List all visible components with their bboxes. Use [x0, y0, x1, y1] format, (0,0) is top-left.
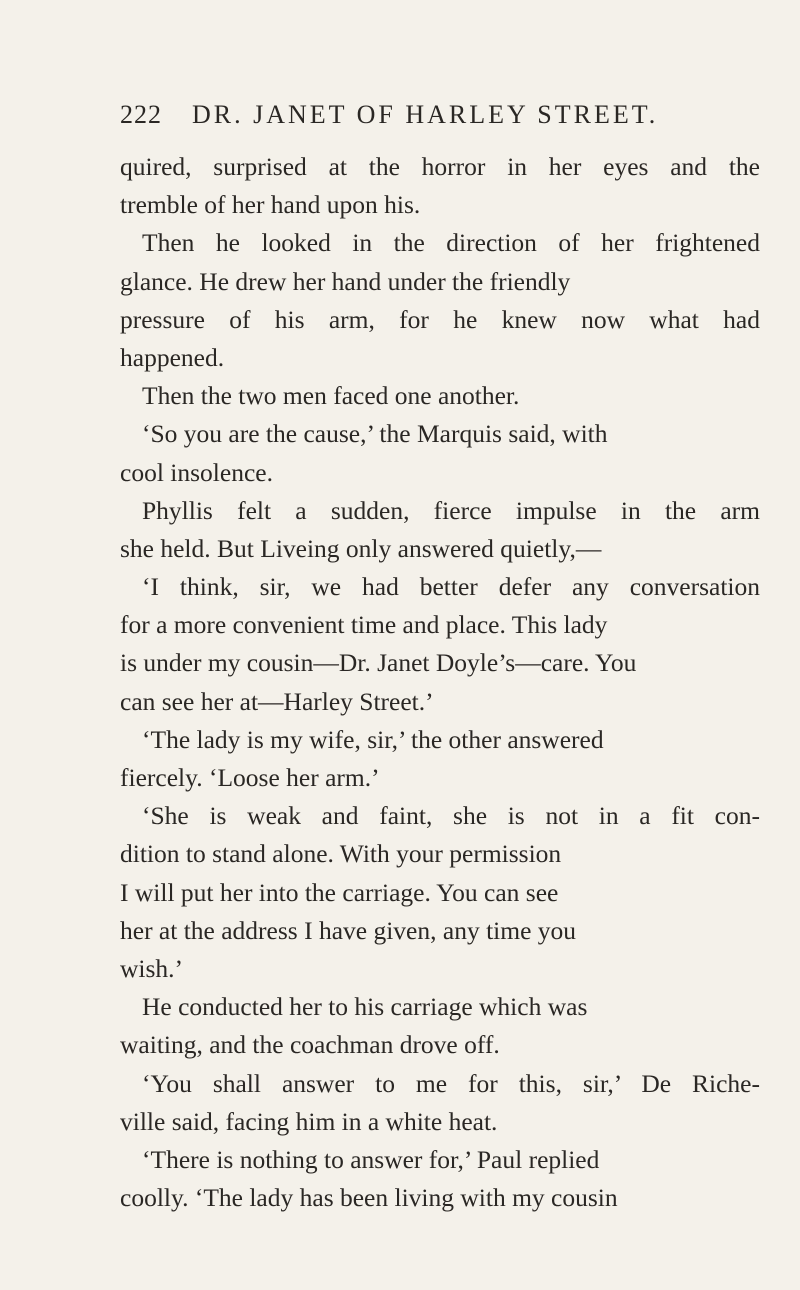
- text-line: He conducted her to his carriage which was: [142, 992, 588, 1022]
- text-line: pressure of his arm, for he knew now what had: [120, 304, 760, 334]
- body-text: [120, 148, 760, 1217]
- text-line: fiercely. ‘Loose her arm.’: [120, 763, 380, 792]
- text-line: quired, surprised at the horror in her eyes and the: [120, 152, 760, 181]
- text-line: ‘There is nothing to answer for,’ Paul replied: [142, 1144, 600, 1174]
- text-line: coolly. ‘The lady has been living with my cousin: [120, 1183, 618, 1213]
- text-line: ville said, facing him in a white heat.: [120, 1106, 498, 1136]
- text-line: she held. But Liveing only answered quietly,—: [120, 533, 602, 563]
- running-title: DR. JANET OF HARLEY STREET.: [192, 100, 659, 129]
- text-line: for a more convenient time and place. This lady: [120, 610, 608, 640]
- text-line: cool insolence.: [120, 457, 273, 487]
- text-line: ‘You shall answer to me for this, sir,’ De Riche-: [142, 1068, 760, 1098]
- text-line: can see her at—Harley Street.’: [120, 686, 434, 716]
- text-line: dition to stand alone. With your permission: [120, 839, 562, 869]
- text-line: ‘I think, sir, we had better defer any conversation: [142, 572, 760, 602]
- text-line: is under my cousin—Dr. Janet Doyle’s—care. You: [120, 648, 637, 678]
- text-line: glance. He drew her hand under the friendly: [120, 266, 571, 296]
- text-line: Phyllis felt a sudden, fierce impulse in the arm: [142, 495, 760, 525]
- text-line: wish.’: [120, 953, 184, 983]
- text-line: happened.: [120, 342, 225, 372]
- text-line: waiting, and the coachman drove off.: [120, 1030, 500, 1060]
- text-line: Then he looked in the direction of her frightened: [142, 228, 760, 258]
- page-number: 222: [120, 100, 162, 129]
- text-line: I will put her into the carriage. You can see: [120, 877, 559, 907]
- text-line: Then the two men faced one another.: [142, 381, 520, 411]
- text-line: ‘She is weak and faint, she is not in a fit con-: [142, 801, 760, 831]
- text-line: ‘The lady is my wife, sir,’ the other answered: [142, 724, 604, 754]
- text-line: tremble of her hand upon his.: [120, 190, 421, 220]
- text-line: her at the address I have given, any time you: [120, 915, 577, 945]
- running-head: [120, 100, 760, 140]
- text-line: ‘So you are the cause,’ the Marquis said, with: [142, 419, 608, 449]
